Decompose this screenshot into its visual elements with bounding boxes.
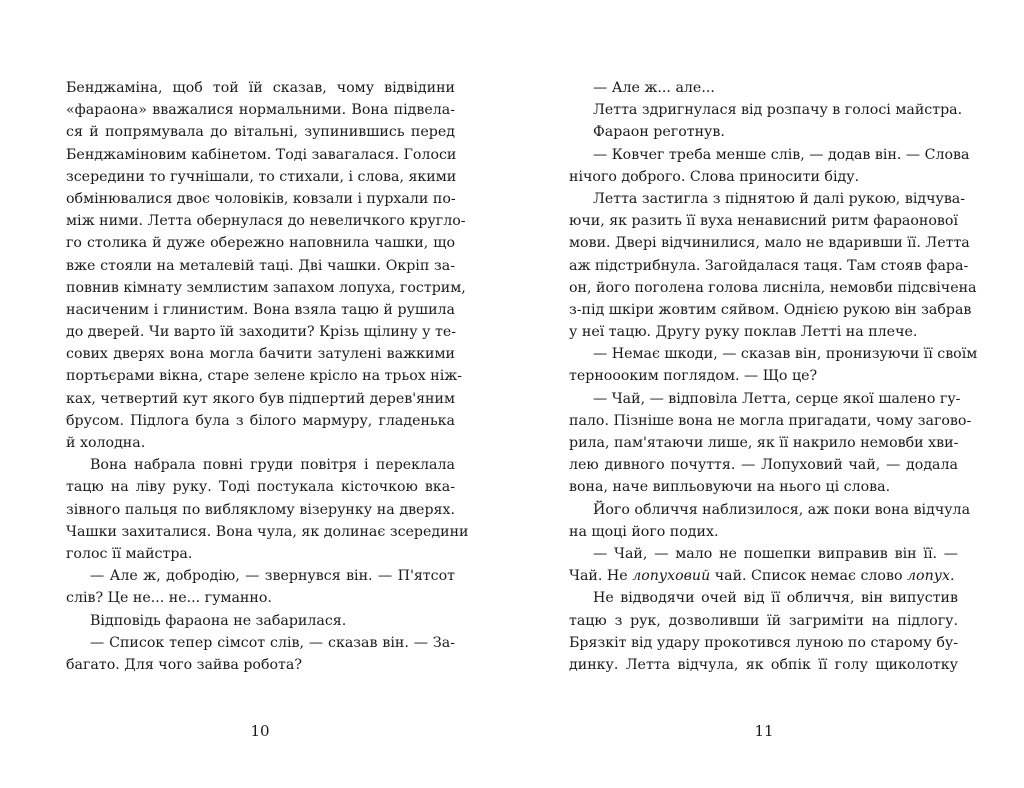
text-line: аж підстрибнула. Загойдалася таця. Там стояв фара- [569,257,969,274]
text-line: — Список тепер сімсот слів, — сказав він. — За- [90,634,455,651]
text-line: нічого доброго. Слова приносити біду. [569,168,860,185]
text-line: між ними. Летта обернулася до невеличкого кругло- [66,213,466,230]
text-line: до дверей. Чи варто їй заходити? Крізь щілину у те- [66,324,457,341]
text-line: Фараон реготнув. [593,124,725,141]
text-line: брусом. Підлога була з білого мармуру, гладенька [66,412,455,429]
left-page-text [66,77,469,676]
text-line: ся й попрямувала до вітальні, зупинившись перед [66,124,455,141]
right-page-text [569,77,978,676]
text-line: Чашки захиталися. Вона чула, як долинає зсередини [66,523,469,540]
text-line: й холодна. [66,435,146,451]
text-line: — Але ж... але... [593,80,715,96]
right-page-number: 11 [754,722,774,740]
text-line: — Але ж, добродію, — звернувся він. — П'ятсот [90,568,455,585]
text-line: сових дверях вона могла бачити затулені важкими [66,346,455,363]
text-line: Летта застигла з піднятою й далі рукою, відчува- [593,190,966,207]
text-line: — Ковчег треба менше слів, — додав він. — Слова [593,146,970,163]
text-line: вже стояли на металевій таці. Дві чашки. Окріп за- [66,257,455,274]
text-line: Вона набрала повні груди повітря і переклала [90,457,455,474]
text-line: Бенджаміна, щоб той їй сказав, чому відвідини [66,80,455,96]
text-line: багато. Для чого зайва робота? [66,656,302,673]
text-line: лею дивного почуття. — Лопуховий чай, — додала [569,457,958,474]
text-line: Летта здригнулася від розпачу в голосі майстра. [593,102,963,119]
left-page-number: 10 [250,722,270,740]
text-line: тацю з рук, дозволивши їй загриміти на підлогу. [569,612,958,629]
text-line: ках, четвертий кут якого був підпертий дерев'яним [66,390,455,407]
text-line: Його обличчя наблизилося, аж поки вона відчула [593,501,971,518]
text-line: Відповідь фараона не забарилася. [90,612,347,629]
text-line: Не відводячи очей від її обличчя, він випустив [593,590,958,607]
text-line: — Немає шкоди, — сказав він, пронизуючи її своїм [593,346,978,363]
text-line: он, його поголена голова лисніла, немовби підсвічена [569,279,977,296]
text-line: рила, пам'ятаючи лише, як її накрило немовби хви- [569,435,959,451]
text-line: голос її майстра. [66,545,193,562]
text-line: слів? Це не... не... гуманно. [66,590,272,607]
text-line: у неї тацю. Другу руку поклав Летті на плече. [569,324,918,341]
text-line: — Чай, — відповіла Летта, серце якої шалено гу- [593,390,961,407]
text-line: тацю на ліву руку. Тоді постукала кісточкою вка- [66,479,455,496]
text-line: портьєрами вікна, старе зелене крісло на трьох ніж- [66,368,463,385]
text-line: мови. Двері відчинилися, мало не вдаривши її. Летта [569,235,970,252]
text-line: Чай. Не лопуховий чай. Список немає слово лопух. [569,568,955,585]
text-line: зівного пальця по вибляклому візерунку на дверях. [66,501,455,518]
text-line: зсередини то гучнішали, то стихали, і слова, якими [66,168,457,185]
text-line: обмінювалися двоє чоловіків, ковзали і пурхали по- [66,190,456,207]
text-line: пало. Пізніше вона не могла пригадати, чому загово- [569,412,972,429]
text-line: повнив кімнату землистим запахом лопуха, гострим, [66,279,466,296]
text-line: вона, наче випльовуючи на нього ці слова. [569,479,891,496]
text-line: ючи, як разить її вуха ненависний ритм фараонової [569,213,958,230]
text-line: Бенджаміновим кабінетом. Тоді завагалася. Голоси [66,146,457,163]
text-line: — Чай, — мало не пошепки виправив він її. — [593,545,958,562]
text-line: на щоці його подих. [569,523,719,540]
text-line: го столика й дуже обережно наповнила чашки, що [66,235,455,252]
text-line: насиченим і глинистим. Вона взяла тацю й рушила [66,301,455,318]
text-line: з-під шкіри жовтим сяйвом. Однією рукою він забрав [569,301,972,318]
text-line: Брязкіт від удару прокотився луною по старому бу- [569,634,958,651]
text-line: динку. Летта відчула, як обпік її голу щиколотку [569,656,958,673]
text-line: терноооким поглядом. — Що це? [569,368,818,385]
text-line: «фараона» вважалися нормальними. Вона підвела- [66,102,455,119]
